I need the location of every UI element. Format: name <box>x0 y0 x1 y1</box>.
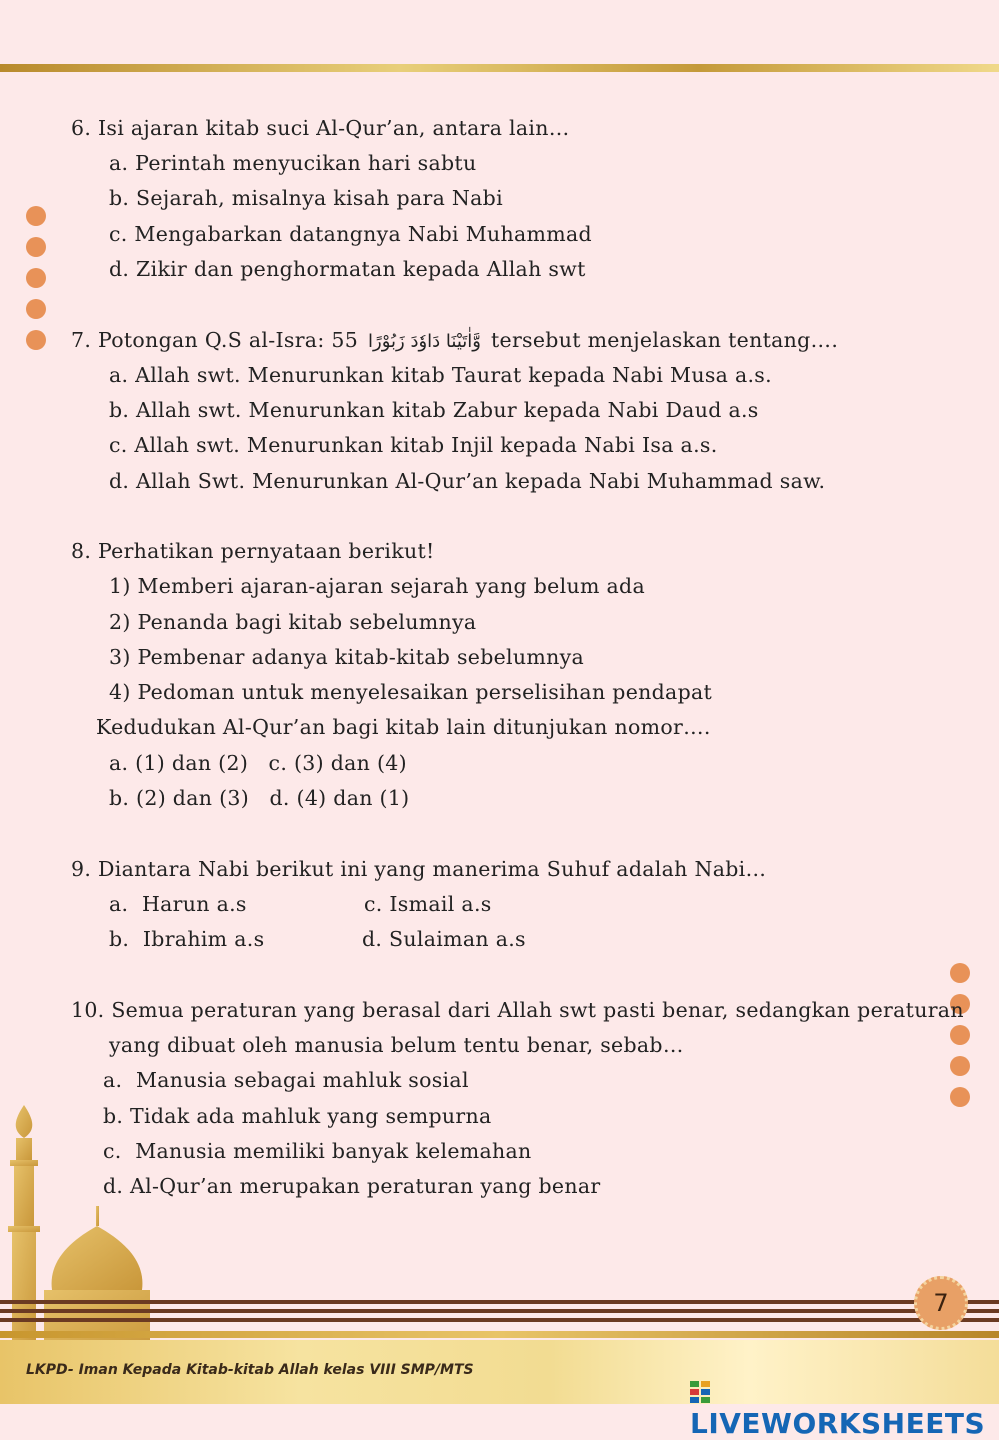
question-6-option-a[interactable]: a. Perintah menyucikan hari sabtu <box>109 151 477 175</box>
question-6-stem: 6. Isi ajaran kitab suci Al-Qur’an, antara lain… <box>71 116 570 140</box>
question-9-stem: 9. Diantara Nabi berikut ini yang manerima Suhuf adalah Nabi… <box>71 857 767 881</box>
question-10-stem-line-2: yang dibuat oleh manusia belum tentu benar, sebab… <box>109 1033 684 1057</box>
liveworksheets-mark-icon <box>690 1381 710 1403</box>
footer-stripe-2 <box>0 1309 999 1313</box>
liveworksheets-logo[interactable] <box>690 1374 999 1440</box>
question-7-option-b[interactable]: b. Allah swt. Menurunkan kitab Zabur kepada Nabi Daud a.s <box>109 398 759 422</box>
footer-stripe-1 <box>0 1300 999 1304</box>
question-9-option-b[interactable]: b. Ibrahim a.s <box>109 927 265 951</box>
question-7-stem-suffix: tersebut menjelaskan tentang…. <box>490 328 839 352</box>
question-9-option-d[interactable]: d. Sulaiman a.s <box>362 927 526 951</box>
question-8-options-row-2[interactable]: b. (2) dan (3) d. (4) dan (1) <box>109 786 410 810</box>
question-7-stem-prefix: 7. Potongan Q.S al-Isra: 55 <box>71 328 359 352</box>
question-10-option-a[interactable]: a. Manusia sebagai mahluk sosial <box>103 1068 469 1092</box>
question-7-stem <box>71 328 838 352</box>
footer-stripe-3 <box>0 1318 999 1322</box>
question-10-option-c[interactable]: c. Manusia memiliki banyak kelemahan <box>103 1139 532 1163</box>
footer-caption: LKPD- Iman Kepada Kitab-kitab Allah kelas VIII SMP/MTS <box>26 1362 474 1378</box>
question-6-option-b[interactable]: b. Sejarah, misalnya kisah para Nabi <box>109 186 503 210</box>
question-7-option-d[interactable]: d. Allah Swt. Menurunkan Al-Qur’an kepada Nabi Muhammad saw. <box>109 469 826 493</box>
question-7-option-a[interactable]: a. Allah swt. Menurunkan kitab Taurat kepada Nabi Musa a.s. <box>109 363 772 387</box>
question-8-statement-3: 3) Pembenar adanya kitab-kitab sebelumnya <box>109 645 585 669</box>
question-10-stem-line-1: 10. Semua peraturan yang berasal dari Allah swt pasti benar, sedangkan peraturan <box>71 998 964 1022</box>
question-8-statement-2: 2) Penanda bagi kitab sebelumnya <box>109 610 477 634</box>
question-8-question: Kedudukan Al-Qur’an bagi kitab lain ditunjukan nomor…. <box>96 715 711 739</box>
footer-gold-edge <box>0 1331 999 1338</box>
question-10-option-d[interactable]: d. Al-Qur’an merupakan peraturan yang benar <box>103 1174 601 1198</box>
page-number-badge: 7 <box>914 1276 968 1330</box>
decorative-dots-right <box>950 963 970 1118</box>
question-6-option-d[interactable]: d. Zikir dan penghormatan kepada Allah swt <box>109 257 586 281</box>
question-6-option-c[interactable]: c. Mengabarkan datangnya Nabi Muhammad <box>109 222 592 246</box>
question-9-option-c[interactable]: c. Ismail a.s <box>364 892 492 916</box>
decorative-dots-left <box>26 206 46 361</box>
question-7-option-c[interactable]: c. Allah swt. Menurunkan kitab Injil kepada Nabi Isa a.s. <box>109 433 718 457</box>
question-8-stem: 8. Perhatikan pernyataan berikut! <box>71 539 435 563</box>
question-8-options-row-1[interactable]: a. (1) dan (2) c. (3) dan (4) <box>109 751 407 775</box>
question-8-statement-4: 4) Pedoman untuk menyelesaikan perselisihan pendapat <box>109 680 713 704</box>
question-10-option-b[interactable]: b. Tidak ada mahluk yang sempurna <box>103 1104 492 1128</box>
liveworksheets-brand-text: LIVEWORKSHEETS <box>690 1407 986 1440</box>
quran-verse-arabic: وَّاٰتَيْنَا دَاوٗدَ زَبُوْرًا <box>368 331 481 352</box>
question-9-option-a[interactable]: a. Harun a.s <box>109 892 247 916</box>
question-8-statement-1: 1) Memberi ajaran-ajaran sejarah yang belum ada <box>109 574 645 598</box>
top-gold-border <box>0 64 999 72</box>
